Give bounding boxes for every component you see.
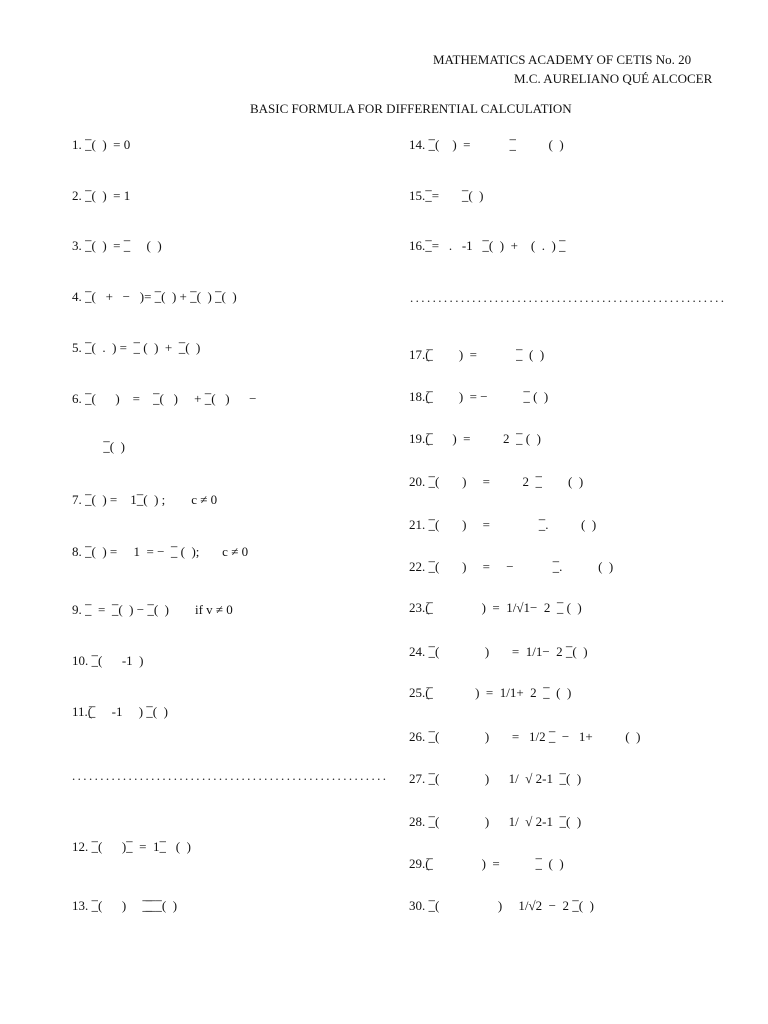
formula-number: 5. xyxy=(72,340,82,355)
formula-expression: ̲̅ ( ) = ̲̅ ( ) xyxy=(425,137,564,152)
formula-number: 18. xyxy=(409,389,426,404)
formula-expression: ̲̅ ( ) xyxy=(100,439,125,454)
formula-item xyxy=(409,472,583,492)
formula-number: 29. xyxy=(409,856,426,871)
formula-item xyxy=(409,186,484,206)
formula-number: 3. xyxy=(72,238,82,253)
formula-expression: ̲̅ ( ) 1/ √ 2-1 ̲̅ ( ) xyxy=(425,771,582,786)
formula-item xyxy=(72,338,200,358)
formula-item xyxy=(409,727,640,747)
formula-expression: ̲̅ ( ) = 1/1− 2 ̲̅ ( ) xyxy=(425,644,588,659)
formula-number: 9. xyxy=(72,602,82,617)
formula-item xyxy=(409,387,548,407)
formula-expression: ̲̅ = ̲̅ ( ) − ̲̅ ( ) if v ≠ 0 xyxy=(81,602,233,617)
formula-number: 28. xyxy=(409,814,426,829)
formula-item xyxy=(72,186,130,206)
document-title: BASIC FORMULA FOR DIFFERENTIAL CALCULATION xyxy=(250,101,572,116)
formula-number: 17. xyxy=(409,347,426,362)
formula-number: 12. xyxy=(72,839,89,854)
formula-expression: ̲̅ ( ) = ̲̅ ( ) xyxy=(81,238,162,253)
formula-number: 21. xyxy=(409,517,426,532)
formula-expression: ̲̅ ( ) 1/√2 − 2 ̲̅ ( ) xyxy=(425,898,594,913)
formula-item xyxy=(100,437,125,457)
formula-expression: (̲̅ ) = ̲̅ ( ) xyxy=(425,856,564,871)
formula-number: 25. xyxy=(409,685,426,700)
formula-expression: ̲̅ ( ) = 1 xyxy=(81,188,131,203)
formula-expression: (̲̅ ) = 1/√1− 2 ̲̅ ( ) xyxy=(425,600,582,615)
formula-expression: (̲̅ ) = 1/1+ 2 ̲̅ ( ) xyxy=(425,685,572,700)
separator-left: ........................................................ xyxy=(72,768,389,783)
formula-number: 22. xyxy=(409,559,426,574)
formula-expression: ̲̅ ( ) ̲̅ ̲̅ ̲̅ ̲̅ ( ) xyxy=(88,898,178,913)
author-name: M.C. AURELIANO QUÉ ALCOCER xyxy=(514,71,713,86)
formula-item xyxy=(72,896,177,916)
formula-number: 7. xyxy=(72,492,82,507)
formula-item xyxy=(72,389,256,409)
formula-item xyxy=(72,702,168,722)
formula-item xyxy=(409,854,564,874)
formula-item xyxy=(72,651,144,671)
formula-expression: ̲̅ ( ) = ̲̅ . ( ) xyxy=(425,517,597,532)
formula-number: 10. xyxy=(72,653,89,668)
formula-expression: ̲̅ ( ) 1/ √ 2-1 ̲̅ ( ) xyxy=(425,814,582,829)
formula-expression: ̲̅ ( ) = 1 ̲̅ ( ) ; c ≠ 0 xyxy=(81,492,218,507)
formula-expression: ̲̅ ( ) = ̲̅ ( ) + ̲̅ ( ) − xyxy=(81,391,257,406)
formula-number: 19. xyxy=(409,431,426,446)
formula-number: 14. xyxy=(409,137,426,152)
formula-number: 13. xyxy=(72,898,89,913)
formula-item xyxy=(409,896,594,916)
formula-expression: ̲̅ ( ) = − ̲̅ . ( ) xyxy=(425,559,614,574)
formula-item xyxy=(409,598,582,618)
formula-item xyxy=(409,429,541,449)
formula-expression: ̲̅ ( ) ̲̅ = 1 ̲̅ ( ) xyxy=(88,839,191,854)
formula-number: 1. xyxy=(72,137,82,152)
formula-item xyxy=(409,135,564,155)
formula-item xyxy=(409,236,582,256)
formula-number: 24. xyxy=(409,644,426,659)
formula-item xyxy=(409,345,544,365)
formula-number: 11. xyxy=(72,704,88,719)
formula-expression: ̲̅ = . -1 ̲̅ ( ) + ( . ) ̲̅ xyxy=(425,238,582,253)
academy-name: MATHEMATICS ACADEMY OF CETIS No. 20 xyxy=(433,52,692,67)
formula-number: 8. xyxy=(72,544,82,559)
formula-item xyxy=(72,287,237,307)
formula-expression: ̲̅ = ̲̅ ( ) xyxy=(425,188,484,203)
formula-number: 27. xyxy=(409,771,426,786)
formula-expression: (̲̅ ) = ̲̅ ( ) xyxy=(425,347,545,362)
formula-expression: (̲̅ ) = 2 ̲̅ ( ) xyxy=(425,431,541,446)
formula-item xyxy=(409,642,588,662)
formula-expression: (̲̅ -1 ) ̲̅ ( ) xyxy=(87,704,168,719)
formula-item xyxy=(409,812,581,832)
formula-number: 4. xyxy=(72,289,82,304)
formula-expression: ̲̅ ( . ) = ̲̅ ( ) + ̲̅ ( ) xyxy=(81,340,201,355)
formula-expression: ̲̅ ( + − )= ̲̅ ( ) + ̲̅ ( ) ̲̅ ( ) xyxy=(81,289,237,304)
formula-number: 15. xyxy=(409,188,426,203)
formula-expression: ̲̅ ( ) = 2 ̲̅ ( ) xyxy=(425,474,584,489)
formula-number: 6. xyxy=(72,391,82,406)
formula-number: 20. xyxy=(409,474,426,489)
formula-expression: ̲̅ ( ) = 1 = − ̲̅ ( ); c ≠ 0 xyxy=(81,544,249,559)
formula-expression: (̲̅ ) = − ̲̅ ( ) xyxy=(425,389,549,404)
formula-item xyxy=(72,236,162,256)
formula-item xyxy=(409,515,596,535)
formula-number: 2. xyxy=(72,188,82,203)
formula-item xyxy=(409,557,613,577)
formula-item xyxy=(72,837,191,857)
formula-item xyxy=(72,490,217,510)
separator-right: ........................................................ xyxy=(410,290,727,305)
formula-number: 23. xyxy=(409,600,426,615)
formula-expression: ̲̅ ( -1 ) xyxy=(88,653,144,668)
formula-item xyxy=(72,542,248,562)
formula-number: 16. xyxy=(409,238,426,253)
formula-number: 26. xyxy=(409,729,426,744)
formula-item xyxy=(409,683,571,703)
formula-expression: ̲̅ ( ) = 0 xyxy=(81,137,131,152)
formula-item xyxy=(72,600,233,620)
formula-expression: ̲̅ ( ) = 1/2 ̲̅ − 1+ ( ) xyxy=(425,729,641,744)
formula-item xyxy=(72,135,130,155)
formula-item xyxy=(409,769,581,789)
formula-number: 30. xyxy=(409,898,426,913)
